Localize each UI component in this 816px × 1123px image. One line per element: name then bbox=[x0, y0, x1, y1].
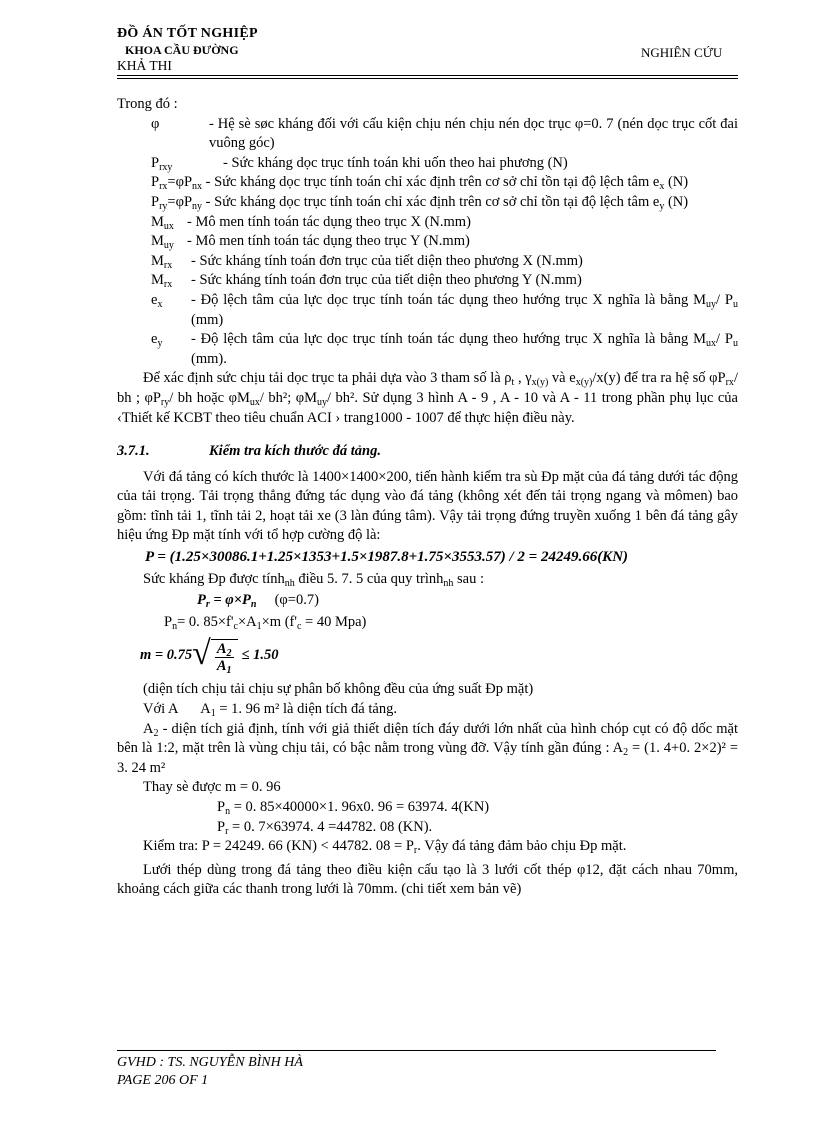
calc-pn: $P_n = 0$. 85×40000×1. 96x0. 96 = 63974. 4(KN) bbox=[217, 799, 490, 817]
equation-pn-c: ×m (f' bbox=[261, 613, 297, 630]
header-rule bbox=[117, 75, 738, 76]
def-symbol: $e_x$ bbox=[151, 291, 163, 310]
paragraph-parameters: Để xác định sức chịu tải dọc trục ta phải dựa vào 3 tham số là $\rho_t$ , $\gamma_{x(y)}$ và $e_{x(y)}/x(y)$ để tra ra hệ số $\varphi P_{rx}/$ bh ; $\varphi P_{ry}/$ bh hoặc $\varphi M_{ux}/$ bh²; $\varphi M_{uy}/$ bh². Sử dụng 3 hình A - 9 , A - 10 và A - 11 trong phần phụ lục của ‹Thiết kế KCBT theo tiêu chuẩn ACI › trang1000 - 1007 để thực hiện điều này. bbox=[117, 370, 738, 426]
para1-c: / bh ; φP bbox=[117, 370, 738, 406]
paragraph-bearing: Với đá tảng có kích thước là 1400×1400×200, tiến hành kiểm tra sù Đp mặt của đá tảng dưới tác động của tải trọng. Tải trọng thẳng đứng tác dụng vào đá tảng (không xét đến tải trọng ngang và mômen) bao gồm: tĩnh tải 1, tĩnh tải 2, hoạt tải xe (3 làn đúng tâm). Vậy tải trọng đứng truyền xuống 1 bên đá tảng gây hiệu ứng Đp mặt tính với tổ hợp cường độ là: bbox=[117, 468, 738, 544]
def-phi bbox=[151, 115, 738, 154]
paragraph-check: Kiểm tra: P = 24249. 66 (KN) < 44782. $08 = P_r$. Vậy đá tảng đảm bảo chịu Đp mặt. bbox=[143, 838, 627, 857]
def-symbol: φ bbox=[151, 115, 160, 132]
note-area: Với A $A_1 = 1$. 96 m² là diện tích đá tảng. bbox=[143, 701, 397, 720]
def-muy bbox=[151, 232, 738, 252]
para4-b: - diện tích giả định, tính với giả thiết diện tích đáy dưới lớn nhất của hình chóp cụt có độ dốc mặt bên là 1:2, mặt trên là vùng chịu tải, có bậc nằm trong vùng đỡ. Vậy tính gần đúng : A bbox=[117, 720, 738, 757]
calc-pn-value: = 0. 85×40000×1. 96x0. 96 = 63974. 4(KN) bbox=[230, 799, 490, 815]
header-right: NGHIÊN CỨU bbox=[641, 45, 723, 60]
header-rule-2 bbox=[117, 78, 738, 79]
section-number: 3.7.1. bbox=[117, 443, 150, 460]
para1-d: / bh hoặc φM bbox=[169, 389, 250, 406]
equation-pn: $P_n= 0$. $85\times f'_c\times A_1\times m$ ($f'_c = 40$ Mpa) bbox=[164, 613, 367, 632]
paragraph-m: Thay sè được m = 0. 96 bbox=[143, 779, 281, 796]
def-text: - Sức kháng tính toán đơn trục của tiết diện theo phương X (N.mm) bbox=[191, 252, 583, 269]
intro-text: Trong đó : bbox=[117, 96, 178, 112]
def-prxy bbox=[151, 154, 738, 174]
radical bbox=[192, 635, 237, 677]
def-symbol: $e_y$ bbox=[151, 331, 163, 350]
paragraph-resistance bbox=[117, 570, 738, 590]
definitions-list bbox=[117, 115, 738, 370]
footer-rule bbox=[117, 1050, 716, 1051]
def-text: - Độ lệch tâm của lực dọc trục tính toán tác dụng theo hướng trục X nghĩa là bằng $M_{uy}/$ $P_u$ (mm) bbox=[191, 291, 738, 328]
check-b: . Vậy đá tảng đảm bảo chịu Đp mặt. bbox=[417, 838, 627, 855]
def-symbol: $P_{rxy}$ bbox=[151, 154, 173, 173]
document-body bbox=[117, 95, 738, 900]
para1-b: /x(y) để tra ra hệ số φP bbox=[592, 370, 726, 387]
def-text-tail: (N) bbox=[664, 174, 689, 191]
def-symbol: $M_{uy}$ bbox=[151, 233, 174, 252]
para3-d: nh bbox=[443, 577, 454, 589]
def-text-end: (mm) bbox=[191, 311, 224, 328]
note2-b: A bbox=[200, 701, 211, 718]
def-text: - Sức kháng dọc trục tính toán chỉ xác định trên cơ sở chỉ tồn tại độ lệch tâm e bbox=[205, 174, 660, 191]
equation-m-lhs: m = 0.75 bbox=[140, 646, 193, 663]
def-text-main: - Độ lệch tâm của lực dọc trục tính toán tác dụng theo hướng trục X nghĩa là bằng M bbox=[191, 331, 707, 348]
header-thesis-title: ĐỒ ÁN TỐT NGHIỆP bbox=[117, 26, 258, 41]
equation-pr: $P_r = \varphi\times P_n$ (φ=0.7) bbox=[197, 592, 319, 611]
note2-c: = 1. 96 m² là diện tích đá tảng. bbox=[215, 701, 397, 718]
fraction: $\frac{A_2}{A_1}$ bbox=[216, 641, 232, 677]
def-text: - Mô men tính toán tác dụng theo trục X (N.mm) bbox=[187, 213, 471, 230]
header-faculty: KHOA CẦU ĐƯỜNG bbox=[125, 43, 239, 57]
header-subtitle: KHẢ THI bbox=[117, 58, 172, 73]
equation-pn-a: = 0. 85×f' bbox=[177, 613, 234, 630]
def-text-main: - Độ lệch tâm của lực dọc trục tính toán tác dụng theo hướng trục X nghĩa là bằng M bbox=[191, 291, 707, 308]
note2-a: Với A bbox=[143, 701, 179, 718]
equation-m-rhs: ≤ 1.50 bbox=[241, 646, 279, 663]
equation-pn-b: ×A bbox=[237, 613, 257, 630]
def-symbol: $M_{ux}$ bbox=[151, 213, 174, 232]
radical-sign: √ bbox=[192, 635, 211, 673]
def-text: - Sức kháng dọc trục tính toán khi uốn theo hai phương (N) bbox=[223, 154, 568, 171]
para3-e: sau : bbox=[453, 570, 485, 587]
equation-pn-d: = 40 Mpa) bbox=[301, 613, 367, 630]
para3-b: nh bbox=[284, 577, 295, 589]
def-text: - Hệ sè søc kháng đối với cấu kiện chịu nén chịu nén dọc trục φ=0. 7 (nén dọc trục cốt đai vuông góc) bbox=[209, 115, 738, 152]
def-symbol: $M_{rx}$ bbox=[151, 272, 173, 291]
para1-e: / bh²; φM bbox=[259, 389, 317, 406]
para1-a: Để xác định sức chịu tải dọc trục ta phải dựa vào 3 tham số là ρ bbox=[143, 370, 512, 387]
para1-f: / bh². Sử dụng 3 hình A - 9 , A - 10 và A - 11 trong phần phụ lục của ‹Thiết kế KCBT theo tiêu chuẩn ACI › trang1000 - 1007 để thực hiện điều này. bbox=[117, 389, 738, 426]
def-text-mid: / P bbox=[716, 291, 733, 308]
def-pry: $P_{ry}=\varphi P_{ny}$ - Sức kháng dọc trục tính toán chỉ xác định trên cơ sở chỉ tồn tại độ lệch tâm $e_y$ (N) bbox=[151, 193, 689, 212]
def-text: - Sức kháng tính toán đơn trục của tiết diện theo phương Y (N.mm) bbox=[191, 272, 582, 289]
def-prx: $P_{rx}=\varphi P_{nx}$ - Sức kháng dọc trục tính toán chỉ xác định trên cơ sở chỉ tồn tại độ lệch tâm $e_x$ (N) bbox=[151, 174, 689, 193]
def-text: - Mô men tính toán tác dụng theo trục Y (N.mm) bbox=[187, 233, 470, 250]
radical-body bbox=[211, 639, 238, 677]
def-ey bbox=[151, 330, 738, 369]
paragraph-a2: $A_2$ - diện tích giả định, tính với giả thiết diện tích đáy dưới lớn nhất của hình chóp cụt có độ dốc mặt bên là 1:2, mặt trên là vùng chịu tải, có bậc nằm trong vùng đỡ. Vậy tính gần đúng : $A_2 = (1$. 4+0. 2×2)² = 3. 24 m² bbox=[117, 720, 738, 776]
def-text: - Sức kháng dọc trục tính toán chỉ xác định trên cơ sở chỉ tồn tại độ lệch tâm e bbox=[205, 193, 660, 210]
para4-a: A bbox=[143, 720, 154, 737]
def-text: - Độ lệch tâm của lực dọc trục tính toán tác dụng theo hướng trục X nghĩa là bằng $M_{ux}/$ $P_u$ (mm). bbox=[191, 331, 738, 367]
check-a: Kiểm tra: P = 24249. 66 (KN) < 44782. 08 = P bbox=[143, 838, 414, 855]
para4-c: = (1. 4+0. 2×2)² = 3. 24 m² bbox=[117, 740, 738, 776]
paragraph-mesh: Lưới thép dùng trong đá tảng theo điều kiện cấu tạo là 3 lưới cốt thép φ12, đặt cách nhau 70mm, khoảng cách giữa các thanh trong lưới là 70mm. (chi tiết xem bản vẽ) bbox=[117, 861, 738, 898]
def-text-end: (mm). bbox=[191, 350, 227, 367]
note-distribution: (diện tích chịu tải chịu sự phân bố không đều của ứng suất Đp mặt) bbox=[143, 681, 534, 698]
def-mrx-2 bbox=[151, 271, 738, 291]
section-heading bbox=[117, 442, 738, 462]
def-mrx bbox=[151, 252, 738, 272]
def-mux bbox=[151, 213, 738, 233]
equation-pr-note: (φ=0.7) bbox=[274, 592, 319, 609]
footer-page-number: PAGE 206 OF 1 bbox=[117, 1073, 209, 1088]
def-text-mid: / P bbox=[716, 331, 733, 348]
def-text-tail: (N) bbox=[664, 193, 689, 210]
footer bbox=[117, 1054, 303, 1090]
equation-pr-body: = φ×P bbox=[213, 592, 251, 609]
para3-a: Sức kháng Đp được tính bbox=[143, 570, 285, 587]
footer-advisor: GVHD : TS. NGUYỄN BÌNH HÀ bbox=[117, 1055, 303, 1070]
calc-pr-value: = 0. 7×63974. 4 =44782. 08 (KN). bbox=[228, 818, 433, 835]
calc-pr: $P_r = 0$. 7×63974. 4 =44782. 08 (KN). bbox=[217, 818, 433, 837]
section-title: Kiểm tra kích thước đá tảng. bbox=[209, 443, 381, 460]
def-ex bbox=[151, 291, 738, 330]
formula-load: P = (1.25×30086.1+1.25×1353+1.5×1987.8+1.75×3553.57) / 2 = 24249.66(KN) bbox=[145, 549, 629, 566]
def-symbol: $M_{rx}$ bbox=[151, 252, 173, 271]
header-left bbox=[117, 26, 258, 74]
para3-c: điều 5. 7. 5 của quy trình bbox=[294, 570, 444, 587]
equation-m bbox=[117, 635, 738, 677]
